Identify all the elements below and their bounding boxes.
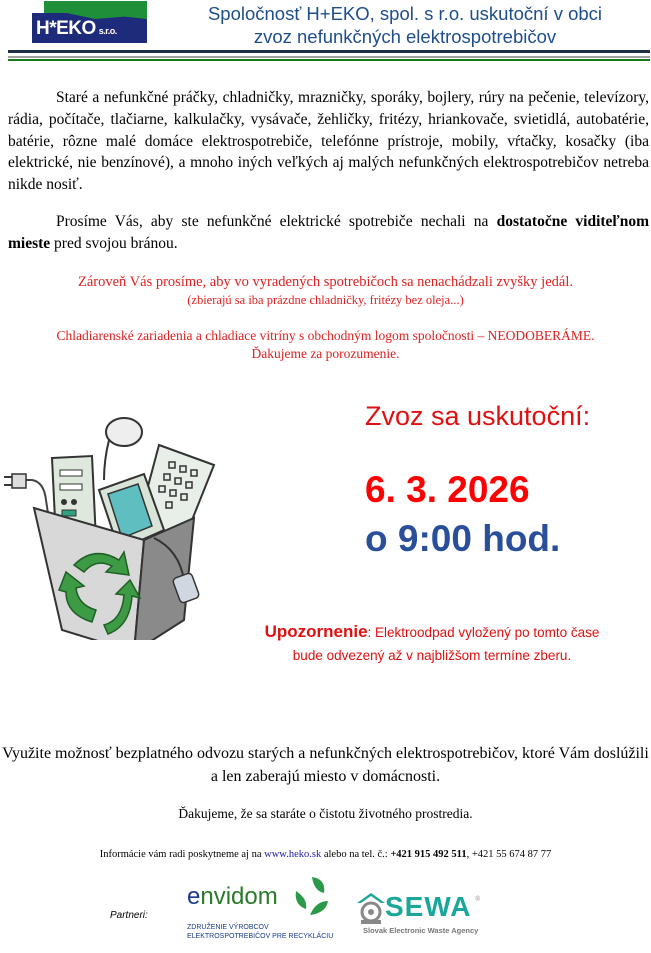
sewa-logo: SEWA ® Slovak Electronic Waste Agency [357, 893, 487, 941]
envidom-logo: envidom ZDRUŽENIE VÝROBCOV ELEKTROSPOTREBIČOV PRE RECYKLÁCIU [187, 883, 337, 948]
divider-gray [8, 56, 650, 58]
collection-time: o 9:00 hod. [365, 518, 561, 559]
schedule-heading: Zvoz sa uskutoční: [365, 401, 591, 431]
appliance-list-paragraph: Staré a nefunkčné práčky, chladničky, mrazničky, sporáky, bojlery, rúry na pečenie, televízory, rádia, počítače, tlačiarne, kalkulačky, vysávače, žehličky, fritézy, hriankovače, svietidlá, autobatérie, batérie, rôzne malé domáce elektrospotrebiče, telefónne prístroje, mobily, vŕtačky, kosačky (iba elektrické, nie benzínové), a mnoho iných veľkých aj malých nefunkčných elektrospotrebičov netreba nikde nosiť. [8, 89, 649, 194]
logo-text: H*EKO s.r.o. [36, 18, 117, 39]
collection-date: 6. 3. 2026 [365, 469, 530, 510]
warning-label: Upozornenie [264, 622, 368, 641]
sewa-house-icon [357, 893, 385, 925]
partners-label: Partneri: [110, 910, 148, 921]
divider-navy [8, 50, 650, 53]
placement-paragraph: Prosíme Vás, aby ste nefunkčné elektrické spotrebiče nechali na dostatočne viditeľnom mieste pred svojou bránou. [8, 213, 649, 252]
food-remains-note: Zároveň Vás prosíme, aby vo vyradených spotrebičoch sa nenachádzali zvyšky jedál. (zbierajú sa iba prázdne chladničky, fritézy bez oleja...) [78, 274, 573, 307]
leaf-recycle-icon [290, 875, 332, 917]
recycle-bin-illustration [4, 390, 219, 645]
heko-logo [32, 1, 147, 43]
divider-green [8, 59, 650, 61]
warning-notice: Upozornenie: Elektroodpad vyložený po tomto čase bude odvezený až v najbližšom termíne zberu. [264, 622, 600, 663]
title-line-1: Spoločnosť H+EKO, spol. s r.o. uskutoční v obci [207, 3, 603, 24]
website-link[interactable]: www.heko.sk [264, 849, 322, 860]
title-line-2: zvoz nefunkčných elektrospotrebičov [253, 26, 557, 47]
commercial-fridge-note: Chladiarenské zariadenia a chladiace vitríny s obchodným logom spoločnosti – NEODOBERÁME. Ďakujeme za porozumenie. [56, 328, 595, 361]
closing-paragraph: Využite možnosť bezplatného odvozu starých a nefunkčných elektrospotrebičov, ktoré Vám doslúžili a len zaberajú miesto v domácnosti. [2, 745, 649, 785]
contact-info: Informácie vám radi poskytneme aj na www.heko.sk alebo na tel. č.: +421 915 492 511, +421 55 674 87 77 [99, 849, 552, 860]
thank-you-text: Ďakujeme, že sa staráte o čistotu životného prostredia. [178, 806, 473, 821]
page-title [160, 2, 650, 48]
